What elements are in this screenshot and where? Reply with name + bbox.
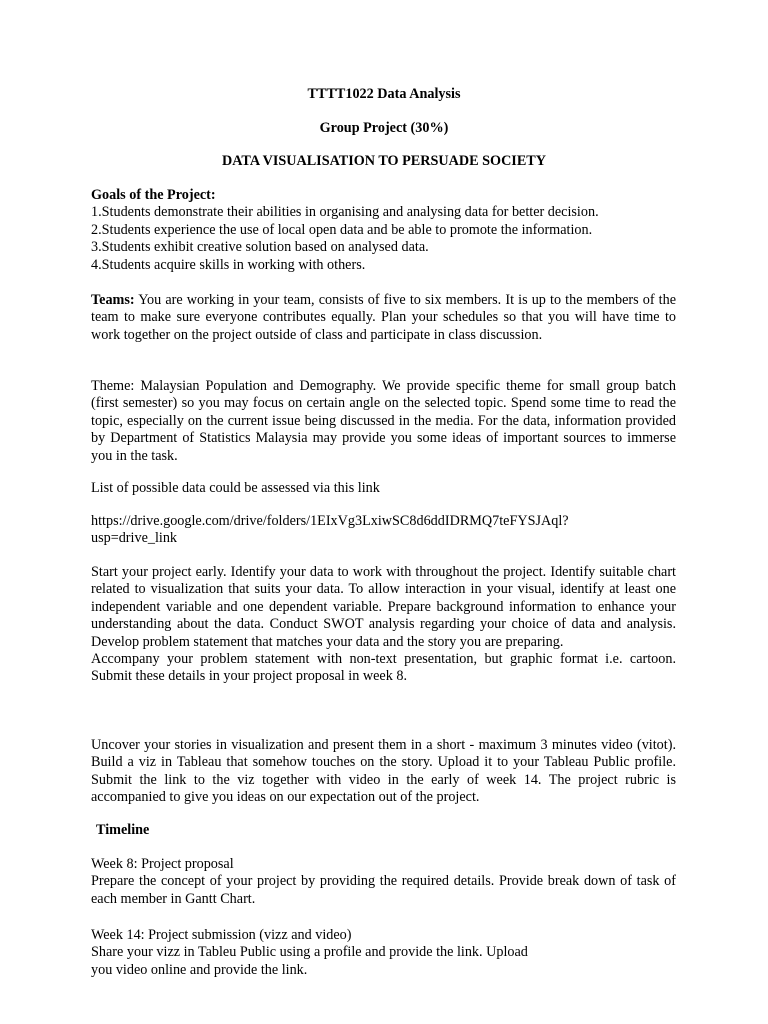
uncover-paragraph: Uncover your stories in visualization and present them in a short - maximum 3 minutes video (vitot). Build a viz in Tableau that somehow touches on the story. Upload it to your Tableau Public profile. Submit the link to the viz together with video in the early of week 14. The project rubric is accompanied to give you ideas on our expectation out of the project.	[91, 737, 676, 806]
week14-line-1: Share your vizz in Tableu Public using a profile and provide the link. Upload	[91, 944, 528, 961]
week8-text: Prepare the concept of your project by providing the required details. Provide break down of task of each member in Gantt Chart.	[91, 873, 676, 907]
start-paragraph: Start your project early. Identify your data to work with throughout the project. Identify suitable chart related to visualization that suits your data. To allow interaction in your visual, identify at least one independent variable and one dependent variable. Prepare background information to enhance your understanding about the data. Conduct SWOT analysis regarding your choice of data and analysis. Develop problem statement that matches your data and the story you are preparing.	[91, 564, 676, 650]
data-link-line-2[interactable]: usp=drive_link	[91, 530, 178, 547]
goal-item: 3.Students exhibit creative solution based on analysed data.	[91, 239, 429, 256]
theme-section	[91, 378, 676, 465]
project-title: Group Project (30%)	[319, 120, 449, 136]
start-section	[91, 564, 676, 686]
goal-item: 2.Students experience the use of local open data and be able to promote the information.	[91, 221, 593, 238]
week14-line-2: you video online and provide the link.	[91, 961, 308, 978]
accompany-paragraph: Accompany your problem statement with non-text presentation, but graphic format i.e. cartoon. Submit these details in your project proposal in week 8.	[91, 651, 676, 685]
theme-paragraph: Theme: Malaysian Population and Demography. We provide specific theme for small group batch (first semester) so you may focus on certain angle on the selected topic. Spend some time to read the topic, especially on the current issue being discussed in the media. For the data, information provided by Department of Statistics Malaysia may provide you some ideas of important sources to immerse you in the task.	[91, 378, 676, 464]
timeline-heading-block	[91, 822, 681, 839]
goal-item: 1.Students demonstrate their abilities in organising and analysing data for better decision.	[91, 204, 599, 221]
teams-section	[91, 292, 676, 344]
goals-heading: Goals of the Project:	[91, 187, 216, 203]
goal-item: 4.Students acquire skills in working with others.	[91, 256, 366, 273]
data-link[interactable]	[91, 513, 676, 548]
course-title: TTTT1022 Data Analysis	[307, 86, 461, 102]
timeline-heading: Timeline	[96, 822, 150, 838]
week8-title: Week 8: Project proposal	[91, 856, 234, 872]
uncover-section	[91, 737, 676, 807]
week8-section	[91, 856, 676, 908]
teams-label: Teams:	[91, 292, 135, 308]
data-link-intro: List of possible data could be assessed via this link	[91, 480, 380, 496]
goals-section	[91, 187, 676, 274]
data-link-intro-section	[91, 480, 676, 497]
week14-section	[91, 927, 676, 979]
teams-text: You are working in your team, consists of five to six members. It is up to the members of the team to make sure everyone contributes equally. Plan your schedules so that you will have time to work together on the project outside of class and participate in class discussion.	[91, 292, 676, 343]
data-link-line-1[interactable]: https://drive.google.com/drive/folders/1EIxVg3LxiwSC8d6ddIDRMQ7teFYSJAql?	[91, 513, 569, 529]
week14-title: Week 14: Project submission (vizz and video)	[91, 927, 352, 943]
document-title: DATA VISUALISATION TO PERSUADE SOCIETY	[221, 153, 547, 169]
